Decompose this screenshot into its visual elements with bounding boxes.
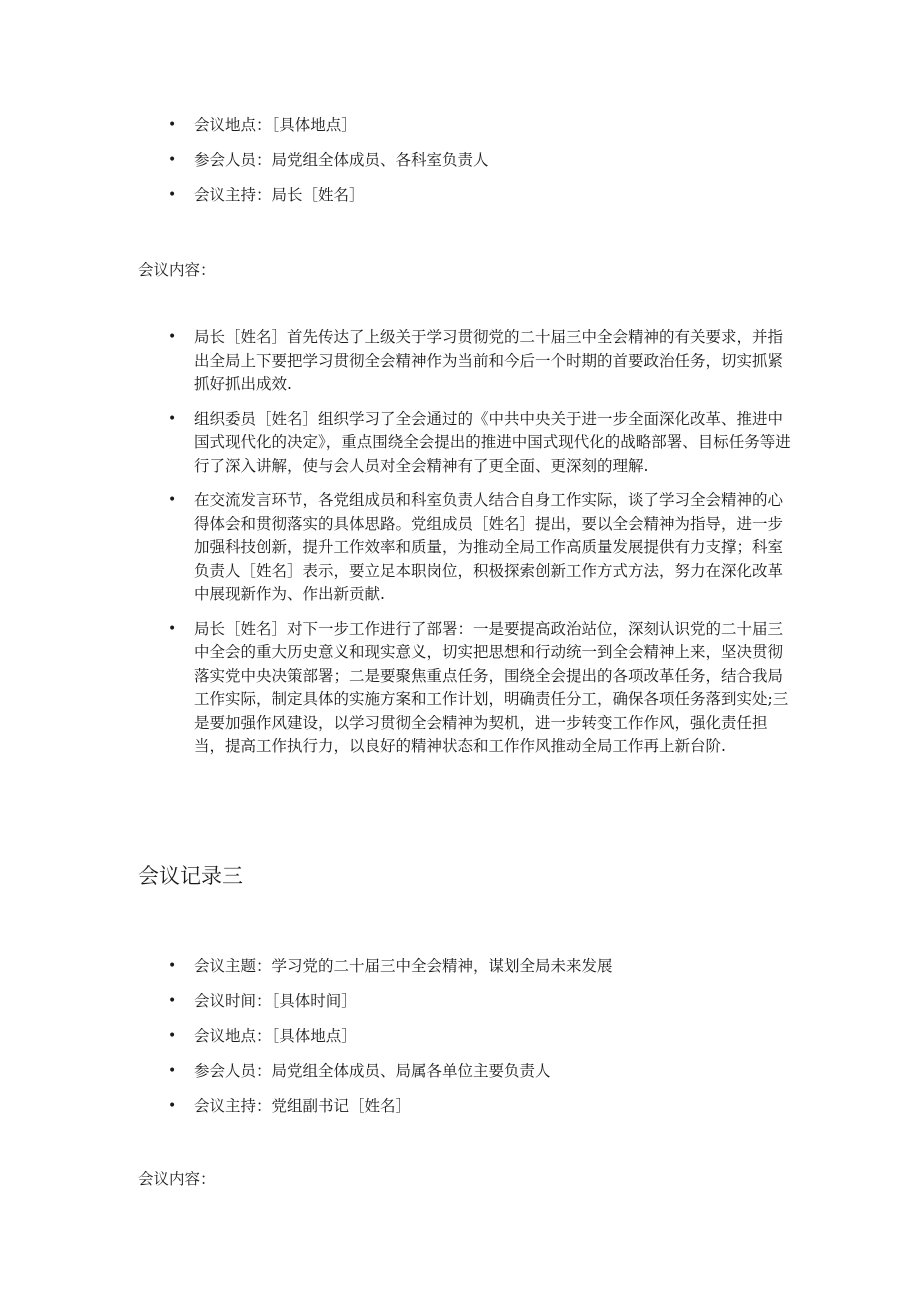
content-paragraph: 局长［姓名］对下一步工作进行了部署：一是要提高政治站位，深刻认识党的二十届三中全会的重大历史意义和现实意义，切实把思想和行动统一到全会精神上来，坚决贯彻落实党中央决策部署；二是要聚焦重点任务，围绕全会提出的各项改革任务，结合我局工作实际，制定具体的实施方案和工作计划，明确责任分工，确保各项任务落到实处;三是要加强作风建设，以学习贯彻全会精神为契机，进一步转变工作作风，强化责任担当，提高工作执行力，以良好的精神状态和工作作风推动全局工作再上新台阶. (194, 619, 789, 755)
list-item (168, 1060, 798, 1083)
bullet-icon: • (168, 1098, 177, 1114)
section3-meta-list (168, 955, 798, 1130)
bullet-icon: • (168, 993, 177, 1009)
list-item (168, 326, 798, 397)
bullet-icon: • (168, 492, 177, 508)
meeting-host: 会议主持：局长［姓名］ (194, 186, 365, 204)
meeting-host: 会议主持：党组副书记［姓名］ (194, 1097, 412, 1115)
list-item (168, 1025, 798, 1048)
meeting-topic: 会议主题：学习党的二十届三中全会精神，谋划全局未来发展 (194, 957, 613, 975)
meeting-location: 会议地点：［具体地点］ (194, 1027, 357, 1045)
list-item (168, 1095, 798, 1118)
meeting-location: 会议地点：［具体地点］ (194, 116, 357, 134)
content-label: 会议内容： (138, 261, 216, 279)
content-label: 会议内容： (138, 1170, 216, 1188)
section2-content-list (168, 326, 798, 770)
bullet-icon: • (168, 329, 177, 345)
content-paragraph: 在交流发言环节，各党组成员和科室负责人结合自身工作实际，谈了学习全会精神的心得体会和贯彻落实的具体思路。党组成员［姓名］提出，要以全会精神为指导，进一步加强科技创新，提升工作效率和质量，为推动全局工作高质量发展提供有力支撑；科室负责人［姓名］表示，要立足本职岗位，积极探索创新工作方式方法，努力在深化改革中展现新作为、作出新贡献. (194, 491, 784, 603)
list-item (168, 184, 798, 207)
section-title: 会议记录三 (138, 864, 243, 888)
bullet-icon: • (168, 187, 177, 203)
bullet-icon: • (168, 1063, 177, 1079)
list-item (168, 149, 798, 172)
list-item (168, 408, 798, 479)
section2-meta-list (168, 114, 798, 219)
bullet-icon: • (168, 410, 177, 427)
list-item (168, 489, 798, 607)
list-item (168, 114, 798, 137)
list-item (168, 955, 798, 978)
list-item (168, 618, 798, 759)
bullet-icon: • (168, 620, 177, 637)
bullet-icon: • (168, 117, 177, 133)
meeting-time: 会议时间：［具体时间］ (194, 992, 357, 1010)
bullet-icon: • (168, 152, 177, 168)
meeting-attendees: 参会人员：局党组全体成员、局属各单位主要负责人 (194, 1062, 551, 1080)
list-item (168, 990, 798, 1013)
content-paragraph: 局长［姓名］首先传达了上级关于学习贯彻党的二十届三中全会精神的有关要求，并指出全局上下要把学习贯彻全会精神作为当前和今后一个时期的首要政治任务，切实抓紧抓好抓出成效. (194, 328, 784, 393)
bullet-icon: • (168, 1028, 177, 1044)
meeting-attendees: 参会人员：局党组全体成员、各科室负责人 (194, 151, 489, 169)
bullet-icon: • (168, 958, 177, 974)
content-paragraph: 组织委员［姓名］组织学习了全会通过的《中共中央关于进一步全面深化改革、推进中国式现代化的决定》，重点围绕全会提出的推进中国式现代化的战略部署、目标任务等进行了深入讲解，使与会人员对全会精神有了更全面、更深刻的理解. (194, 409, 791, 475)
